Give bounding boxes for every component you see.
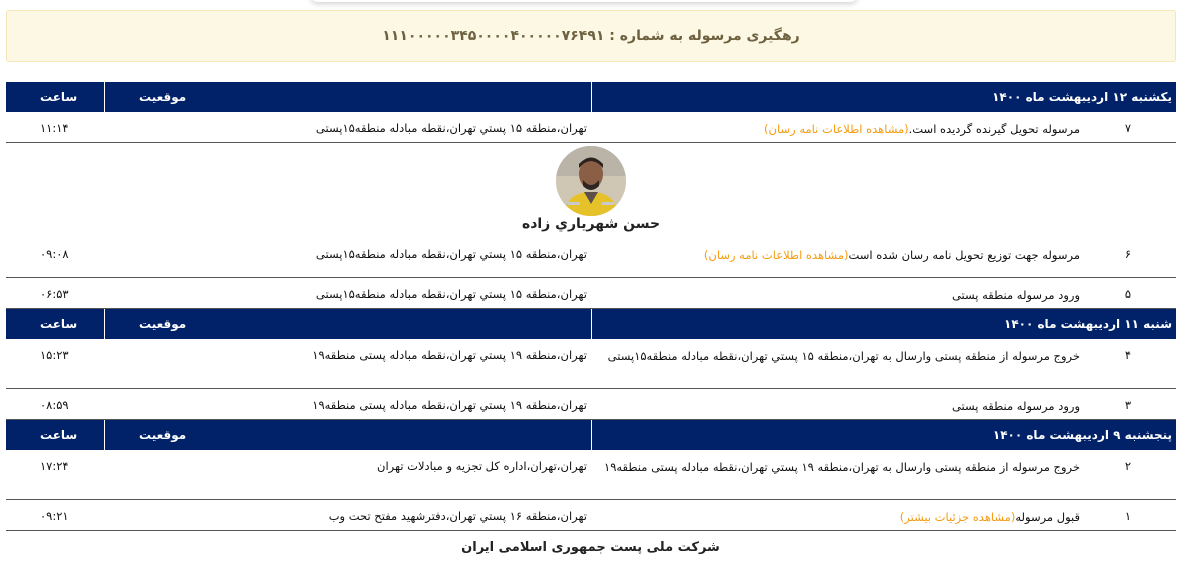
table-row xyxy=(6,450,1176,500)
tracking-title-box xyxy=(6,10,1176,62)
event-location: تهران،منطقه ۱۹ پستي تهران،نقطه مبادله پستی منطقه۱۹ xyxy=(312,348,587,362)
time-header: ساعت xyxy=(40,428,78,442)
event-description: مرسوله تحویل گیرنده گردیده است.(مشاهده اطلاعات نامه رسان) xyxy=(764,122,1080,136)
courier-info-link[interactable]: (مشاهده اطلاعات نامه رسان) xyxy=(703,248,849,262)
event-number: ۵ xyxy=(1124,287,1132,301)
day-header xyxy=(6,82,1176,112)
day-date: پنجشنبه ۹ اردیبهشت ماه ۱۴۰۰ xyxy=(591,420,1176,450)
courier-name: حسن شهرياري زاده xyxy=(521,216,661,232)
table-row xyxy=(6,500,1176,531)
event-description: خروج مرسوله از منطقه پستی وارسال به تهران،منطقه ۱۹ پستي تهران،نقطه مبادله پستی منطقه۱۹ xyxy=(604,460,1080,474)
event-time: ۰۹:۰۸ xyxy=(40,247,69,261)
event-time: ۱۱:۱۴ xyxy=(40,121,69,135)
event-number: ۱ xyxy=(1124,509,1132,523)
tracking-table xyxy=(6,82,1176,531)
event-number: ۳ xyxy=(1124,398,1132,412)
event-description: مرسوله جهت توزیع تحویل نامه رسان شده است(مشاهده اطلاعات نامه رسان) xyxy=(703,248,1080,262)
event-number: ۴ xyxy=(1124,348,1132,362)
table-row xyxy=(6,112,1176,143)
event-time: ۱۵:۲۳ xyxy=(40,348,69,362)
event-time: ۰۶:۵۳ xyxy=(40,287,69,301)
event-location: تهران،منطقه ۱۶ پستي تهران،دفترشهید مفتح تحت وب xyxy=(328,509,587,523)
day-date: یکشنبه ۱۲ اردیبهشت ماه ۱۴۰۰ xyxy=(591,82,1176,112)
day-date: شنبه ۱۱ اردیبهشت ماه ۱۴۰۰ xyxy=(591,309,1176,339)
time-header: ساعت xyxy=(40,90,78,104)
top-bar-shadow xyxy=(310,0,858,2)
table-row xyxy=(6,339,1176,389)
event-location: تهران،منطقه ۱۵ پستي تهران،نقطه مبادله منطقه۱۵پستی xyxy=(315,247,587,261)
event-time: ۰۹:۲۱ xyxy=(40,509,69,523)
event-description: ورود مرسوله منطقه پستی xyxy=(951,399,1080,413)
event-number: ۶ xyxy=(1124,247,1132,261)
event-location: تهران،منطقه ۱۹ پستي تهران،نقطه مبادله پستی منطقه۱۹ xyxy=(312,398,587,412)
location-header: موقعیت xyxy=(104,82,591,112)
tracking-title: رهگیری مرسوله به شماره : ۱۱۱۰۰۰۰۰۳۴۵۰۰۰۰۴۰۰۰۰۰۷۶۴۹۱ xyxy=(382,28,800,44)
location-header: موقعیت xyxy=(104,420,591,450)
table-row xyxy=(6,247,1176,278)
table-row xyxy=(6,389,1176,420)
event-time: ۰۸:۵۹ xyxy=(40,398,69,412)
courier-card xyxy=(6,143,1176,247)
event-description: خروج مرسوله از منطقه پستی وارسال به تهران،منطقه ۱۵ پستي تهران،نقطه مبادله منطقه۱۵پستی xyxy=(607,349,1080,363)
event-description: قبول مرسوله(مشاهده جزئیات بیشتر) xyxy=(899,510,1080,524)
courier-avatar xyxy=(556,146,626,216)
event-number: ۷ xyxy=(1124,121,1132,135)
event-time: ۱۷:۲۴ xyxy=(40,459,69,473)
event-location: تهران،منطقه ۱۵ پستي تهران،نقطه مبادله منطقه۱۵پستی xyxy=(315,287,587,301)
location-header: موقعیت xyxy=(104,309,591,339)
day-header xyxy=(6,309,1176,339)
event-description: ورود مرسوله منطقه پستی xyxy=(951,288,1080,302)
event-location: تهران،منطقه ۱۵ پستي تهران،نقطه مبادله منطقه۱۵پستی xyxy=(315,121,587,135)
day-header xyxy=(6,420,1176,450)
more-details-link[interactable]: (مشاهده جزئیات بیشتر) xyxy=(899,510,1016,524)
courier-info-link[interactable]: (مشاهده اطلاعات نامه رسان) xyxy=(764,122,909,136)
table-row xyxy=(6,278,1176,309)
time-header: ساعت xyxy=(40,317,78,331)
event-location: تهران،تهران،اداره کل تجزیه و مبادلات تهران xyxy=(377,459,587,473)
footer-company: شرکت ملی پست جمهوری اسلامی ایران xyxy=(461,540,720,555)
event-number: ۲ xyxy=(1124,459,1132,473)
